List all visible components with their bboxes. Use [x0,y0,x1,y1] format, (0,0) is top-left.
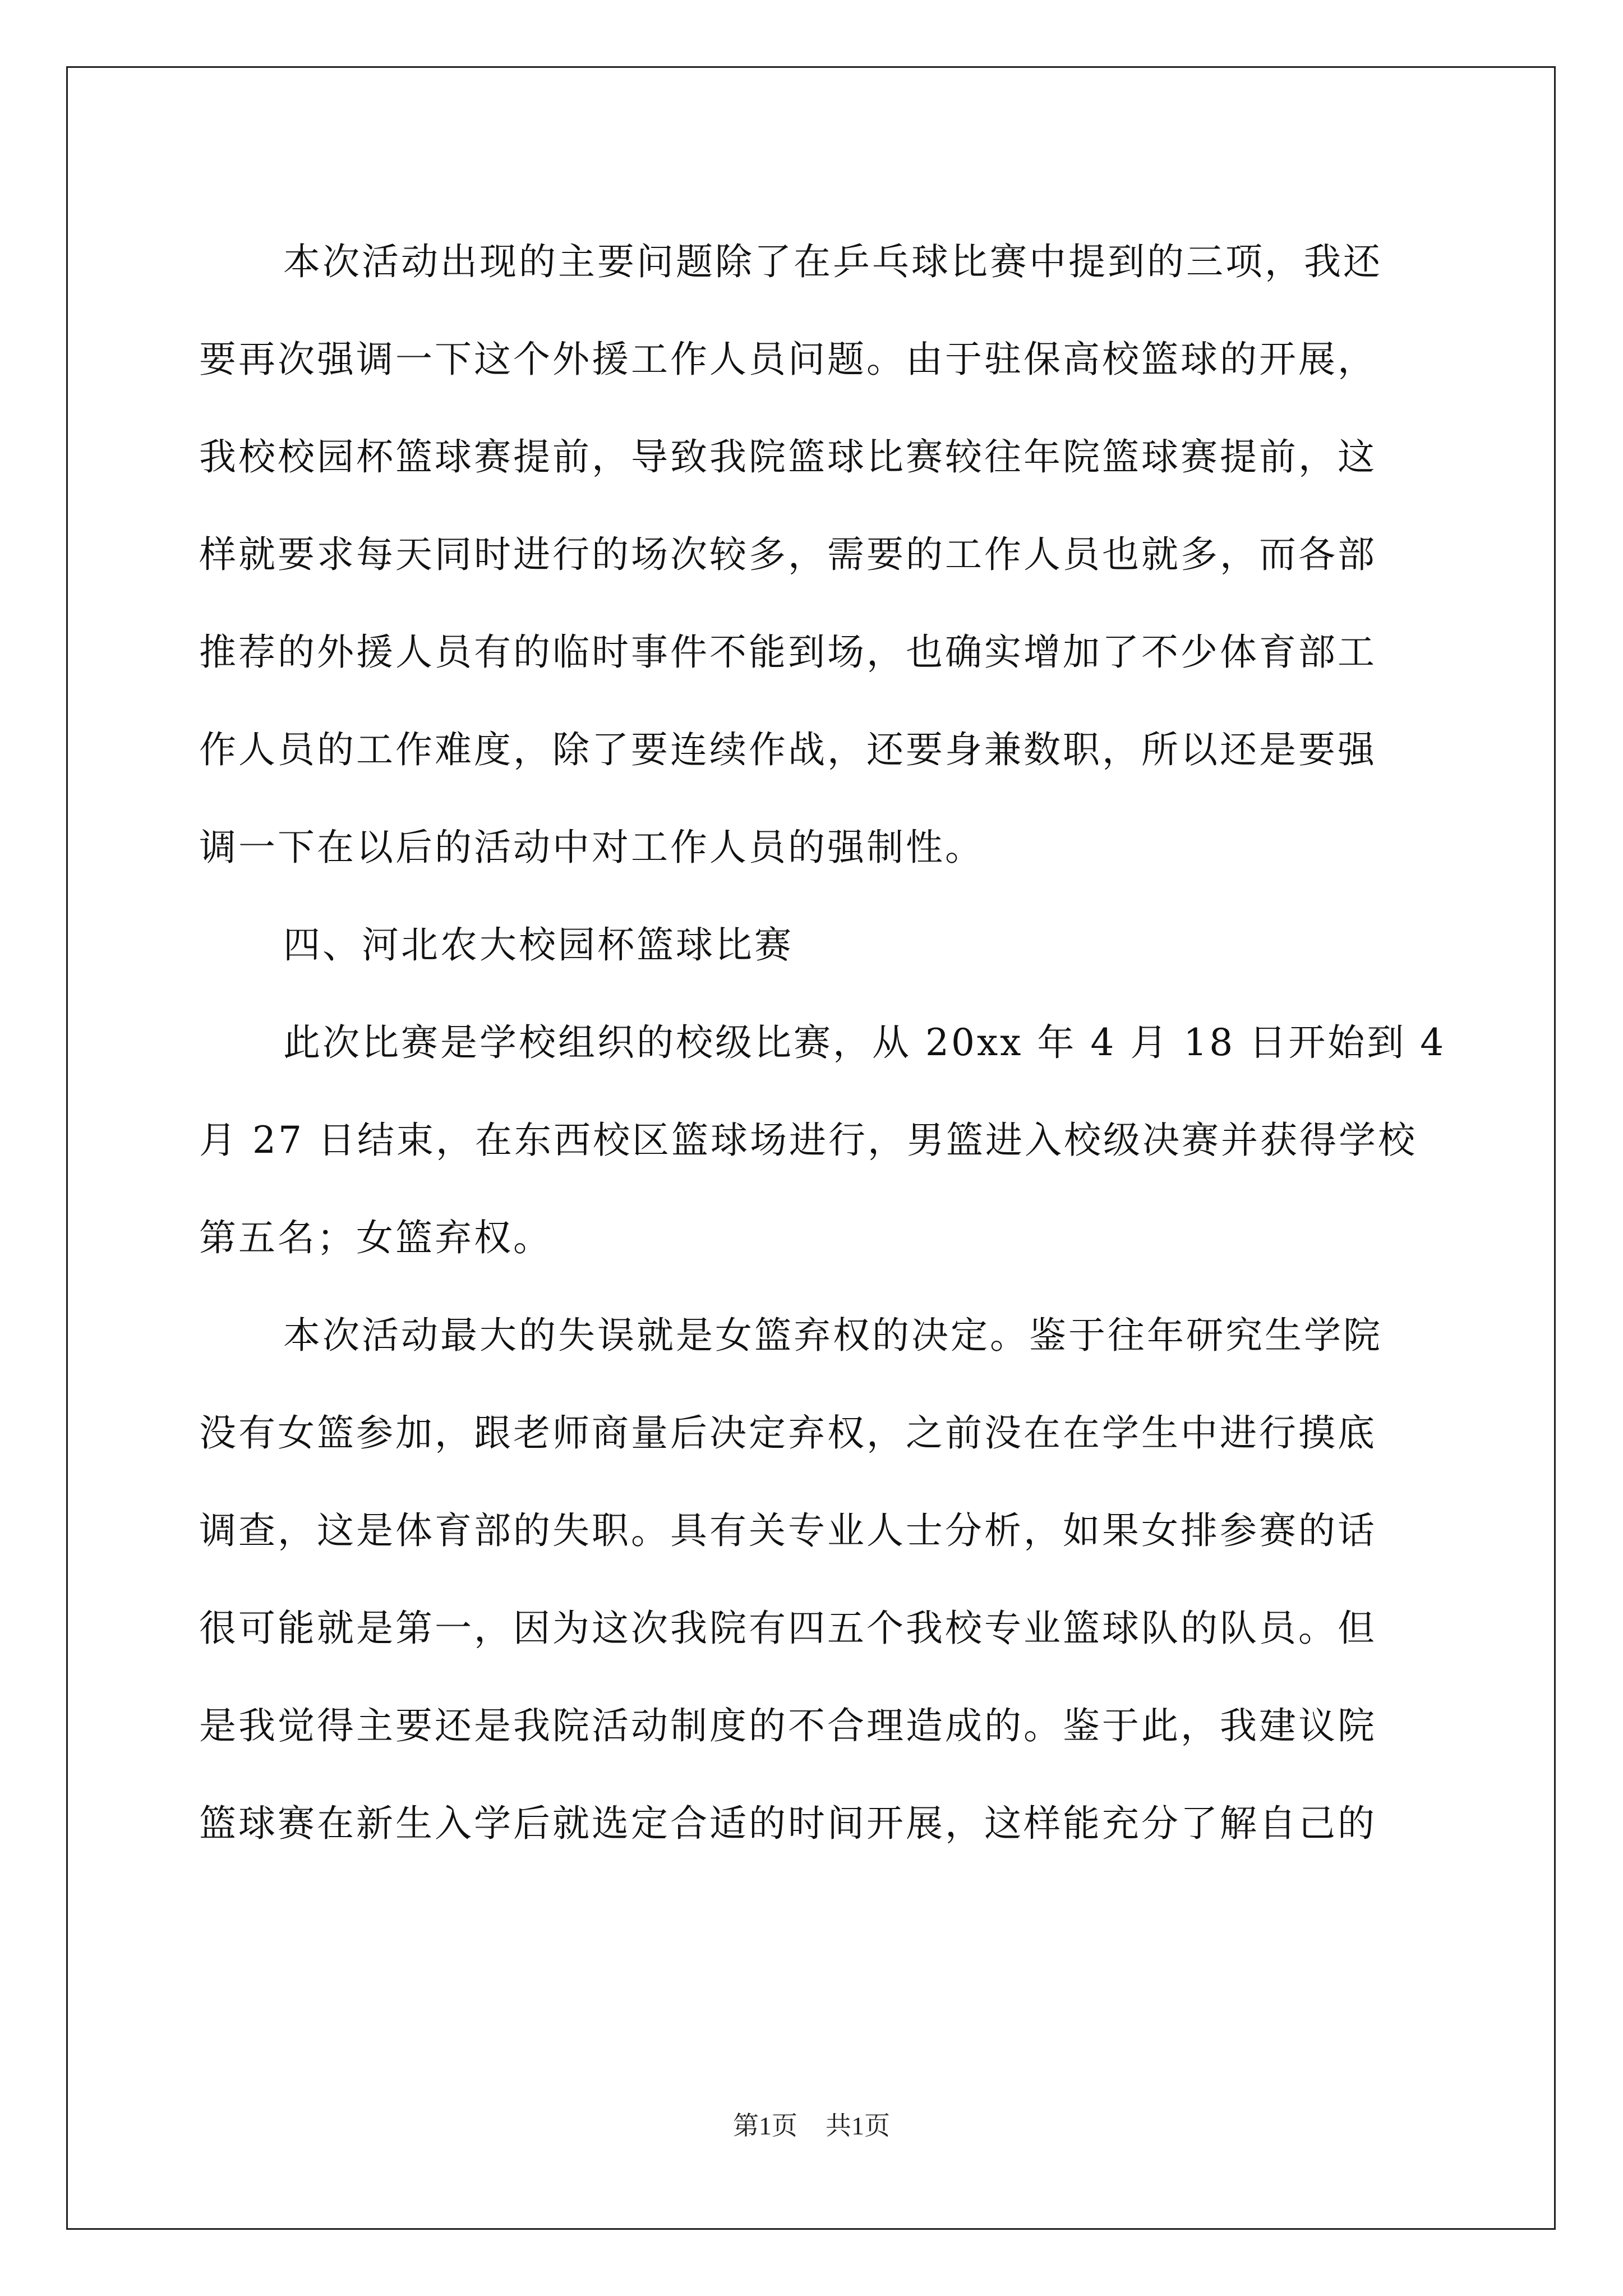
paragraph-line: 第五名；女篮弃权。 [199,1216,552,1259]
paragraph-line: 很可能就是第一，因为这次我院有四五个我校专业篮球队的队员。但 [199,1607,1377,1650]
section-heading: 四、河北农大校园杯篮球比赛 [283,923,794,967]
paragraph-line: 本次活动最大的失误就是女篮弃权的决定。鉴于往年研究生学院 [283,1314,1382,1357]
paragraph-line: 此次比赛是学校组织的校级比赛，从 20xx 年 4 月 18 日开始到 4 [283,1021,1446,1064]
paragraph-line: 样就要求每天同时进行的场次较多，需要的工作人员也就多，而各部 [199,533,1377,576]
paragraph-line: 要再次强调一下这个外援工作人员问题。由于驻保高校篮球的开展， [199,338,1377,381]
paragraph-line: 推荐的外援人员有的临时事件不能到场，也确实增加了不少体育部工 [199,631,1377,674]
page-number: 第1页 [733,2111,797,2140]
paragraph-line: 月 27 日结束，在东西校区篮球场进行，男篮进入校级决赛并获得学校 [199,1119,1417,1162]
paragraph-line: 调查，这是体育部的失职。具有关专业人士分析，如果女排参赛的话 [199,1509,1377,1552]
paragraph-line: 调一下在以后的活动中对工作人员的强制性。 [199,826,984,869]
paragraph-line: 篮球赛在新生入学后就选定合适的时间开展，这样能充分了解自己的 [199,1802,1377,1845]
page-footer [0,2109,1623,2143]
page-total: 共1页 [826,2111,890,2140]
document-body [199,213,1446,1872]
paragraph-line: 本次活动出现的主要问题除了在乒乓球比赛中提到的三项，我还 [283,240,1382,283]
paragraph-line: 我校校园杯篮球赛提前，导致我院篮球比赛较往年院篮球赛提前，这 [199,435,1377,478]
paragraph-line: 作人员的工作难度，除了要连续作战，还要身兼数职，所以还是要强 [199,728,1377,771]
paragraph-line: 是我觉得主要还是我院活动制度的不合理造成的。鉴于此，我建议院 [199,1704,1377,1747]
paragraph-line: 没有女篮参加，跟老师商量后决定弃权，之前没在在学生中进行摸底 [199,1411,1377,1455]
